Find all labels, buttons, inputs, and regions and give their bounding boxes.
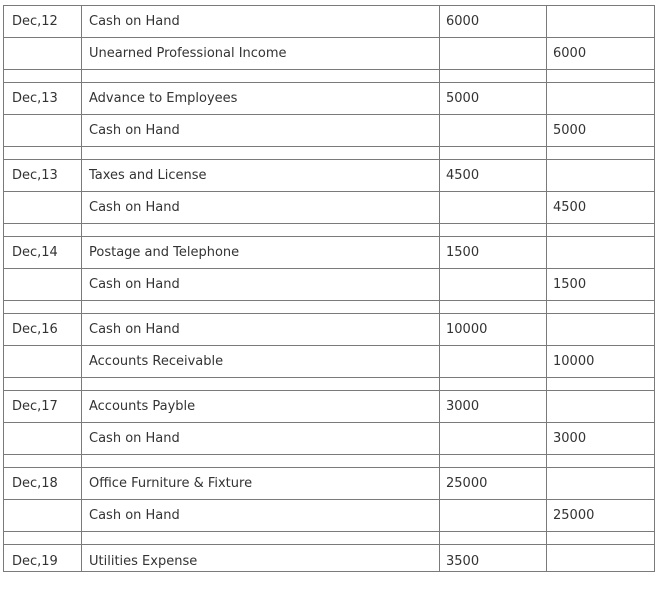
debit-account-cell: Cash on Hand	[82, 314, 440, 346]
date-cell	[4, 192, 82, 224]
credit-row	[4, 115, 655, 147]
credit-amount-cell: 1500	[547, 269, 655, 301]
credit-amount-cell: 25000	[547, 500, 655, 532]
debit-account-cell: Advance to Employees	[82, 83, 440, 115]
date-cell	[4, 346, 82, 378]
spacer-cell	[440, 224, 547, 237]
spacer-row	[4, 147, 655, 160]
spacer-cell	[4, 301, 82, 314]
date-cell: Dec,18	[4, 468, 82, 500]
debit-amount-cell	[440, 115, 547, 147]
debit-amount-cell: 6000	[440, 6, 547, 38]
debit-amount-cell: 5000	[440, 83, 547, 115]
date-cell: Dec,17	[4, 391, 82, 423]
spacer-cell	[547, 532, 655, 545]
date-cell: Dec,14	[4, 237, 82, 269]
credit-amount-cell	[547, 391, 655, 423]
credit-amount-cell	[547, 237, 655, 269]
spacer-cell	[547, 301, 655, 314]
spacer-row	[4, 455, 655, 468]
spacer-cell	[440, 147, 547, 160]
credit-row	[4, 269, 655, 301]
spacer-cell	[440, 70, 547, 83]
spacer-cell	[82, 147, 440, 160]
date-cell	[4, 38, 82, 70]
spacer-cell	[547, 224, 655, 237]
date-cell: Dec,12	[4, 6, 82, 38]
debit-account-cell: Taxes and License	[82, 160, 440, 192]
spacer-cell	[440, 455, 547, 468]
spacer-row	[4, 378, 655, 391]
credit-amount-cell: 4500	[547, 192, 655, 224]
spacer-row	[4, 224, 655, 237]
credit-amount-cell	[547, 545, 655, 572]
credit-row	[4, 38, 655, 70]
debit-account-cell: Cash on Hand	[82, 6, 440, 38]
debit-row	[4, 545, 655, 572]
credit-account-cell: Cash on Hand	[82, 423, 440, 455]
credit-amount-cell	[547, 468, 655, 500]
spacer-row	[4, 532, 655, 545]
spacer-cell	[547, 70, 655, 83]
debit-account-cell: Office Furniture & Fixture	[82, 468, 440, 500]
credit-row	[4, 500, 655, 532]
credit-account-cell: Cash on Hand	[82, 115, 440, 147]
credit-row	[4, 346, 655, 378]
debit-row	[4, 391, 655, 423]
debit-amount-cell: 25000	[440, 468, 547, 500]
debit-row	[4, 160, 655, 192]
spacer-cell	[547, 378, 655, 391]
spacer-cell	[547, 455, 655, 468]
debit-row	[4, 6, 655, 38]
credit-amount-cell: 5000	[547, 115, 655, 147]
debit-amount-cell	[440, 500, 547, 532]
debit-row	[4, 314, 655, 346]
debit-account-cell: Postage and Telephone	[82, 237, 440, 269]
date-cell	[4, 500, 82, 532]
spacer-cell	[547, 147, 655, 160]
journal-table	[3, 5, 655, 572]
date-cell: Dec,13	[4, 160, 82, 192]
spacer-cell	[82, 378, 440, 391]
debit-row	[4, 83, 655, 115]
debit-account-cell: Utilities Expense	[82, 545, 440, 572]
spacer-cell	[4, 147, 82, 160]
journal-body	[4, 6, 655, 572]
debit-amount-cell	[440, 423, 547, 455]
credit-account-cell: Unearned Professional Income	[82, 38, 440, 70]
debit-amount-cell	[440, 346, 547, 378]
spacer-cell	[82, 70, 440, 83]
debit-amount-cell: 3000	[440, 391, 547, 423]
spacer-cell	[82, 532, 440, 545]
date-cell	[4, 423, 82, 455]
credit-amount-cell	[547, 160, 655, 192]
date-cell: Dec,13	[4, 83, 82, 115]
debit-amount-cell: 10000	[440, 314, 547, 346]
spacer-row	[4, 70, 655, 83]
spacer-cell	[440, 532, 547, 545]
spacer-cell	[440, 301, 547, 314]
spacer-row	[4, 301, 655, 314]
debit-row	[4, 237, 655, 269]
spacer-cell	[4, 532, 82, 545]
spacer-cell	[4, 378, 82, 391]
debit-amount-cell: 4500	[440, 160, 547, 192]
credit-account-cell: Accounts Receivable	[82, 346, 440, 378]
credit-amount-cell: 6000	[547, 38, 655, 70]
debit-amount-cell	[440, 192, 547, 224]
credit-account-cell: Cash on Hand	[82, 192, 440, 224]
credit-account-cell: Cash on Hand	[82, 269, 440, 301]
debit-amount-cell: 1500	[440, 237, 547, 269]
debit-row	[4, 468, 655, 500]
spacer-cell	[82, 224, 440, 237]
spacer-cell	[82, 301, 440, 314]
date-cell	[4, 115, 82, 147]
spacer-cell	[440, 378, 547, 391]
debit-amount-cell	[440, 269, 547, 301]
date-cell: Dec,19	[4, 545, 82, 572]
spacer-cell	[4, 455, 82, 468]
date-cell	[4, 269, 82, 301]
spacer-cell	[4, 224, 82, 237]
debit-amount-cell: 3500	[440, 545, 547, 572]
spacer-cell	[4, 70, 82, 83]
credit-account-cell: Cash on Hand	[82, 500, 440, 532]
date-cell: Dec,16	[4, 314, 82, 346]
credit-amount-cell	[547, 83, 655, 115]
credit-amount-cell: 10000	[547, 346, 655, 378]
credit-amount-cell	[547, 6, 655, 38]
spacer-cell	[82, 455, 440, 468]
credit-amount-cell: 3000	[547, 423, 655, 455]
credit-amount-cell	[547, 314, 655, 346]
debit-amount-cell	[440, 38, 547, 70]
credit-row	[4, 192, 655, 224]
debit-account-cell: Accounts Payble	[82, 391, 440, 423]
credit-row	[4, 423, 655, 455]
